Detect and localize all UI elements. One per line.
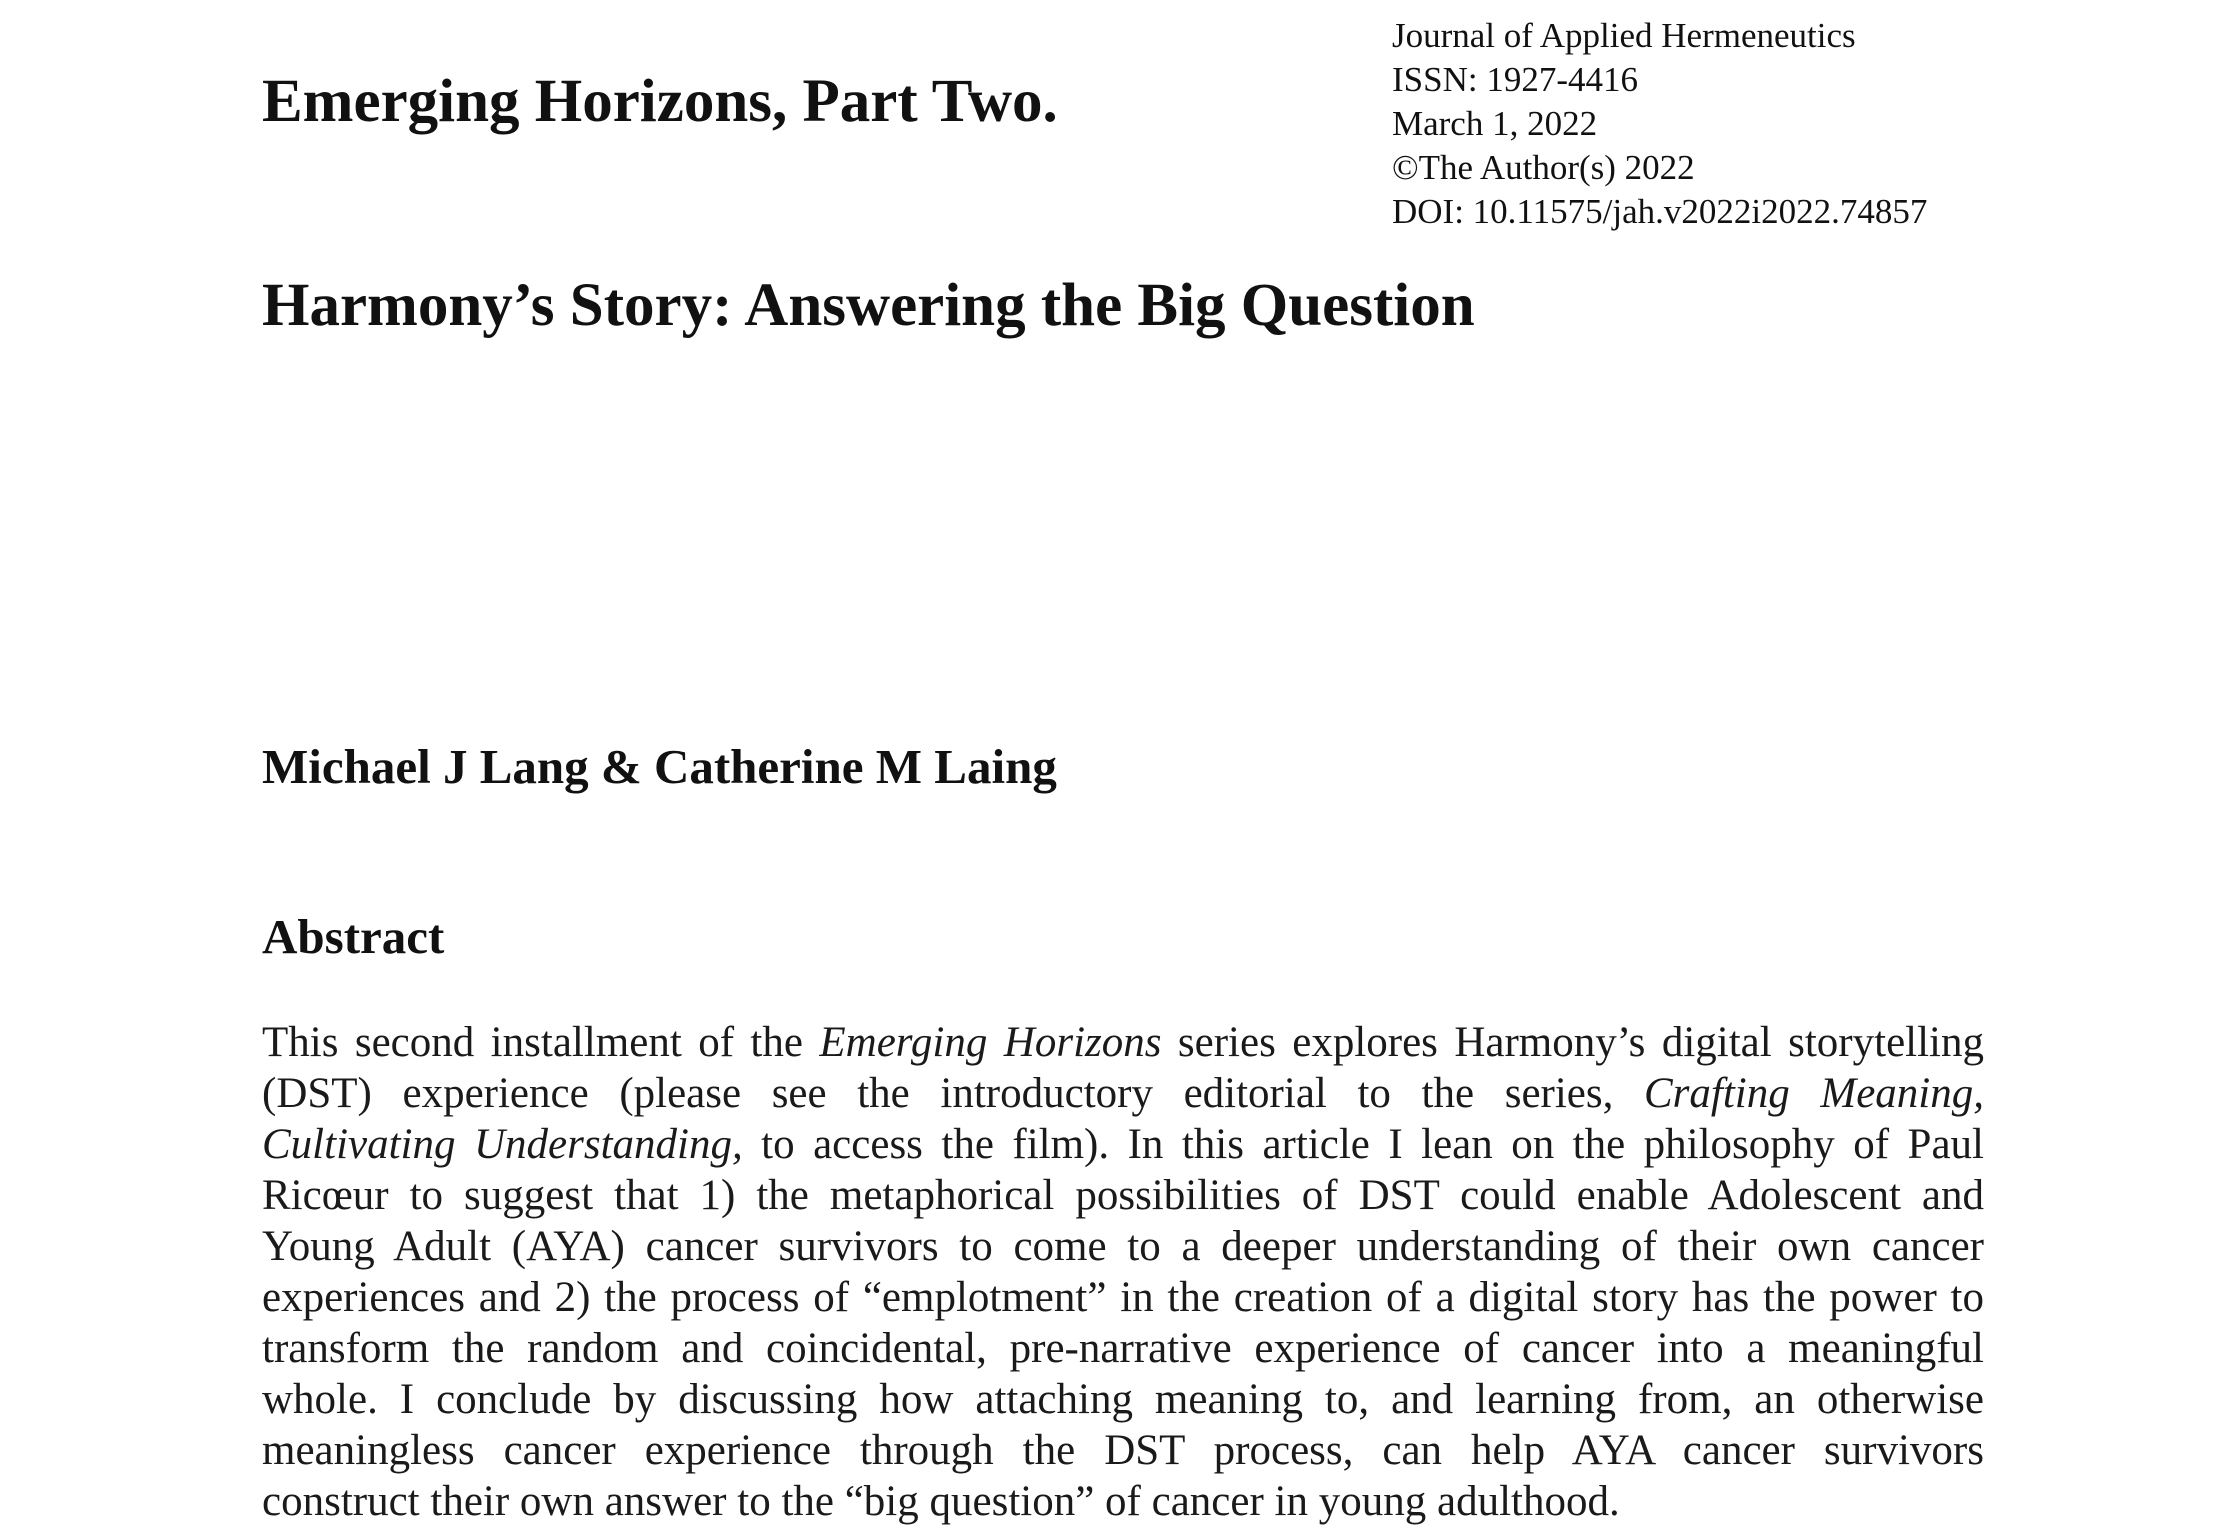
abstract-text: whole. I conclude by discussing how attaching meaning to, and learning from, an otherwise [262, 1376, 1984, 1423]
abstract-text: experiences and 2) the process of “emplotment” in the creation of a digital story has the power to [262, 1274, 1984, 1321]
abstract-text: (DST) experience (please see the introductory editorial to the series, [262, 1070, 1644, 1117]
abstract-text: construct their own answer to the “big question” of cancer in young adulthood. [262, 1478, 1620, 1525]
abstract-line [262, 1068, 1984, 1119]
abstract-line [262, 1017, 1984, 1068]
doi: DOI: 10.11575/jah.v2022i2022.74857 [1392, 192, 1928, 231]
abstract-line [262, 1374, 1984, 1425]
abstract-line [262, 1476, 1984, 1527]
publication-date: March 1, 2022 [1392, 104, 1598, 143]
abstract-line [262, 1170, 1984, 1221]
abstract-text: Young Adult (AYA) cancer survivors to come to a deeper understanding of their own cancer [262, 1223, 1984, 1270]
abstract-text: meaningless cancer experience through the DST process, can help AYA cancer survivors [262, 1427, 1984, 1474]
abstract-italic-text: Crafting Meaning, [1644, 1070, 1984, 1117]
abstract-heading: Abstract [262, 909, 445, 964]
abstract-text: transform the random and coincidental, pre-narrative experience of cancer into a meaningful [262, 1325, 1984, 1372]
journal-name: Journal of Applied Hermeneutics [1392, 16, 1856, 55]
abstract-text: Ricœur to suggest that 1) the metaphorical possibilities of DST could enable Adolescent and [262, 1172, 1984, 1219]
abstract-line [262, 1119, 1984, 1170]
abstract-text: series explores Harmony’s digital storytelling [1161, 1019, 1984, 1066]
abstract-line [262, 1221, 1984, 1272]
copyright-notice: ©The Author(s) 2022 [1392, 148, 1695, 187]
abstract-line [262, 1425, 1984, 1476]
authors: Michael J Lang & Catherine M Laing [262, 739, 1057, 794]
abstract-line [262, 1323, 1984, 1374]
abstract-italic-text: Cultivating Understanding, [262, 1121, 743, 1168]
abstract-line [262, 1272, 1984, 1323]
journal-issn: ISSN: 1927-4416 [1392, 60, 1638, 99]
abstract-text: to access the film). In this article I lean on the philosophy of Paul [742, 1121, 1984, 1168]
series-title: Emerging Horizons, Part Two. [262, 68, 1058, 135]
journal-info [1392, 14, 2032, 234]
abstract-italic-text: Emerging Horizons [819, 1019, 1162, 1066]
abstract-body [262, 1017, 1984, 1527]
article-title: Harmony’s Story: Answering the Big Question [262, 272, 1475, 339]
abstract-text: This second installment of the [262, 1019, 820, 1066]
